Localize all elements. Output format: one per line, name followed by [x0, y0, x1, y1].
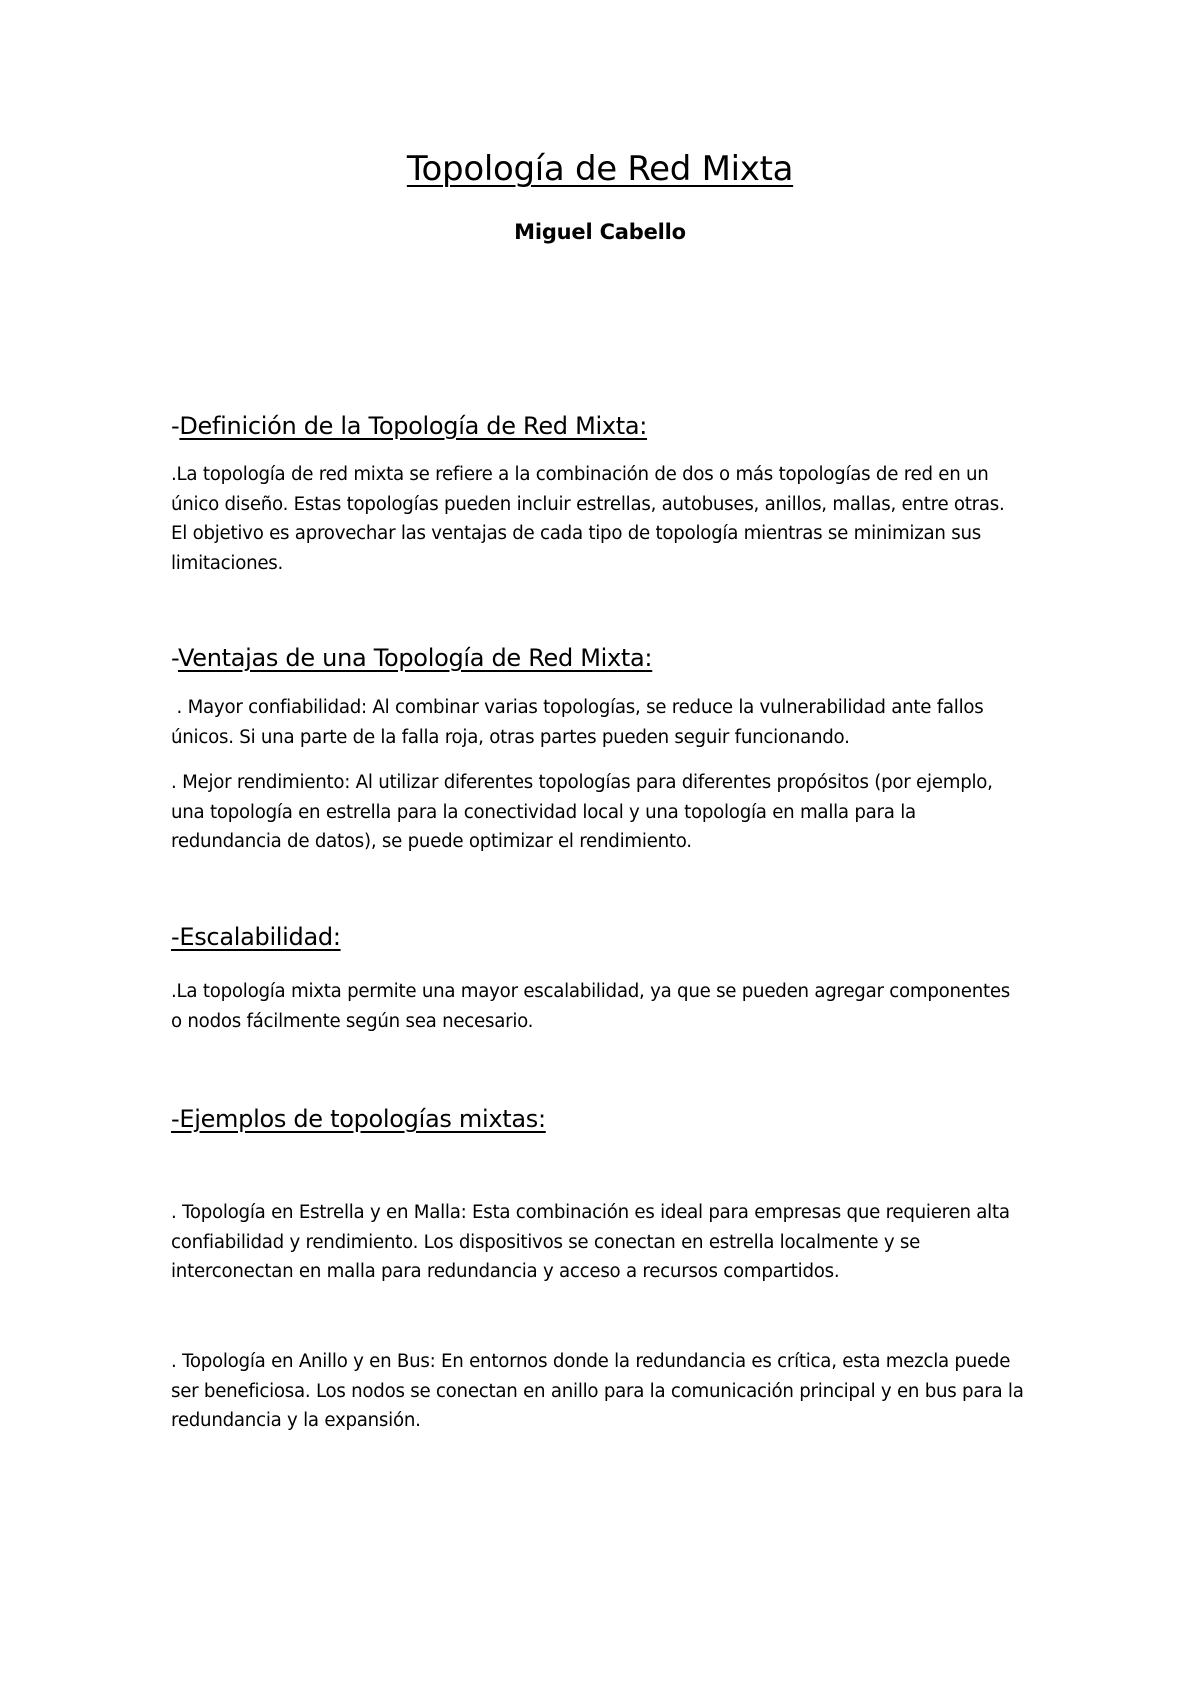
section-heading-prefix: -	[171, 412, 180, 440]
section-heading-ejemplos	[171, 1104, 546, 1134]
paragraph-line: .La topología de red mixta se refiere a la combinación de dos o más topologías de red en un	[171, 464, 989, 485]
section-heading-prefix: -	[171, 644, 178, 672]
paragraph-anillo-bus	[171, 1347, 1051, 1436]
paragraph-estrella-malla	[171, 1198, 1051, 1287]
paragraph-line: .La topología mixta permite una mayor escalabilidad, ya que se pueden agregar componentes	[171, 981, 1011, 1002]
paragraph-mejor-rendimiento	[171, 768, 1051, 857]
paragraph-line: El objetivo es aprovechar las ventajas de cada tipo de topología mientras se minimizan sus	[171, 523, 981, 544]
paragraph-line: redundancia y la expansión.	[171, 1410, 421, 1431]
document-title: Topología de Red Mixta	[406, 149, 794, 189]
paragraph-line: . Topología en Estrella y en Malla: Esta combinación es ideal para empresas que requieren alta	[171, 1202, 1010, 1223]
paragraph-line: redundancia de datos), se puede optimizar el rendimiento.	[171, 831, 692, 852]
paragraph-line: limitaciones.	[171, 552, 284, 574]
section-heading-definicion	[171, 411, 647, 441]
paragraph-line: únicos. Si una parte de la falla roja, otras partes pueden seguir funcionando.	[171, 726, 850, 748]
paragraph-line: confiabilidad y rendimiento. Los dispositivos se conectan en estrella localmente y se	[171, 1231, 921, 1253]
paragraph-line: ser beneficiosa. Los nodos se conectan en anillo para la comunicación principal y en bus para la	[171, 1380, 1024, 1402]
document-author: Miguel Cabello	[514, 220, 686, 244]
paragraph-escalabilidad	[171, 977, 1051, 1036]
section-heading-text: Ventajas de una Topología de Red Mixta:	[177, 644, 653, 672]
paragraph-line: o nodos fácilmente según sea necesario.	[171, 1010, 534, 1032]
section-heading-text: -Ejemplos de topologías mixtas:	[171, 1105, 546, 1133]
paragraph-line: interconectan en malla para redundancia y acceso a recursos compartidos.	[171, 1261, 840, 1282]
paragraph-line: . Topología en Anillo y en Bus: En entornos donde la redundancia es crítica, esta mezcla puede	[171, 1351, 1011, 1372]
section-heading-text: -Escalabilidad:	[171, 923, 341, 951]
section-heading-escalabilidad	[171, 922, 341, 952]
section-heading-ventajas	[171, 643, 652, 673]
section-heading-text: Definición de la Topología de Red Mixta:	[179, 412, 648, 440]
paragraph-definicion	[171, 460, 1051, 578]
paragraph-line: . Mejor rendimiento: Al utilizar diferentes topologías para diferentes propósitos (por ejemplo,	[171, 772, 993, 793]
paragraph-mayor-confiabilidad	[171, 693, 1051, 752]
paragraph-line: único diseño. Estas topologías pueden incluir estrellas, autobuses, anillos, mallas, entre otras.	[171, 493, 1005, 515]
paragraph-line: . Mayor confiabilidad: Al combinar varias topologías, se reduce la vulnerabilidad ante fallos	[171, 697, 984, 718]
paragraph-line: una topología en estrella para la conectividad local y una topología en malla para la	[171, 801, 916, 823]
